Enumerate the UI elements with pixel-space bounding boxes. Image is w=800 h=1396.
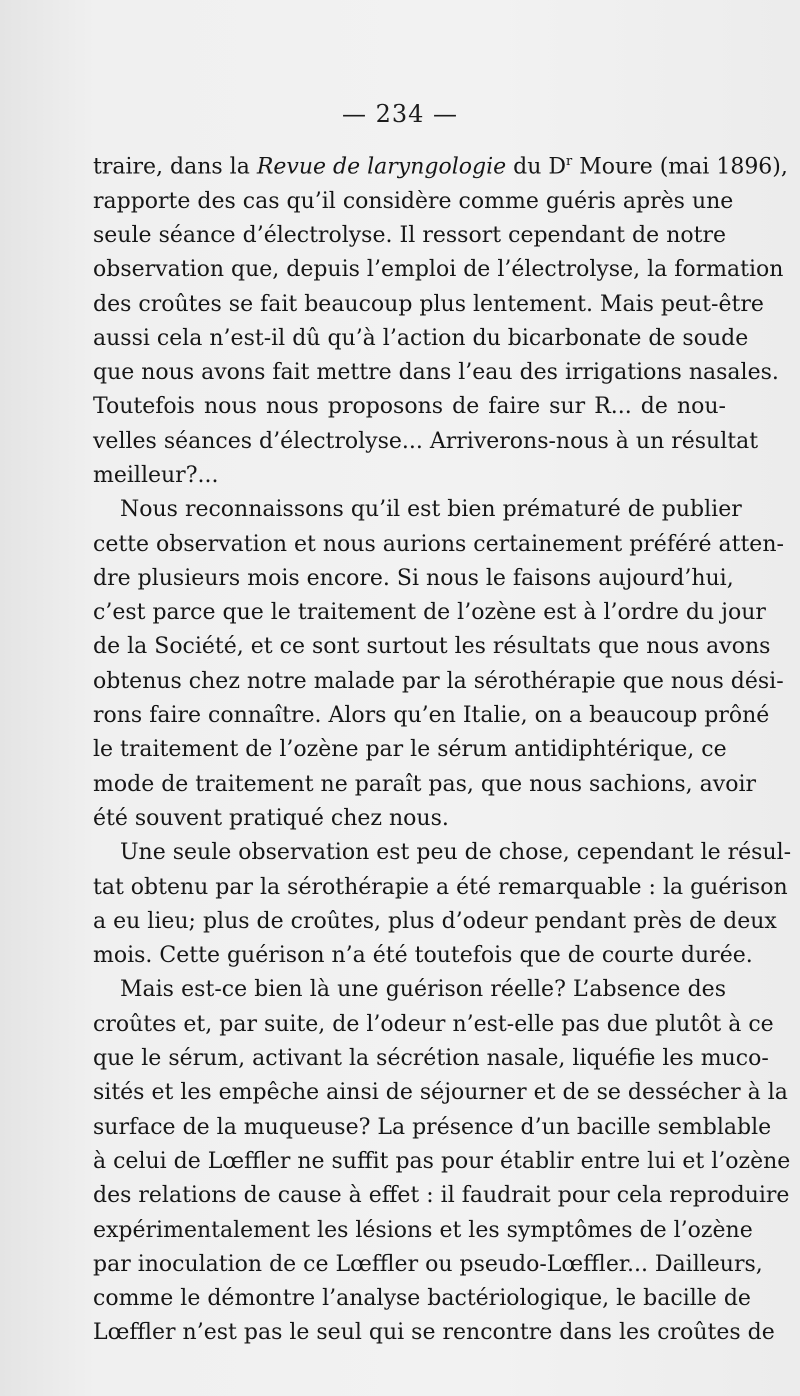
text-run: de la Société, et ce sont surtout les résultats que nous avons bbox=[93, 634, 771, 660]
text-run: tat obtenu par la sérothérapie a été remarquable : la guérison bbox=[93, 874, 788, 900]
body-text bbox=[93, 145, 792, 1351]
text-run: par inoculation de ce Lœffler ou pseudo-Lœffler... Dailleurs, bbox=[93, 1251, 763, 1277]
text-run: que le sérum, activant la sécrétion nasale, liquéfie les muco- bbox=[93, 1046, 769, 1072]
text-line bbox=[93, 425, 759, 459]
text-line bbox=[93, 733, 726, 767]
text-line bbox=[93, 288, 764, 322]
text-run: a eu lieu; plus de croûtes, plus d’odeur pendant près de deux bbox=[93, 908, 777, 934]
superscript: r bbox=[566, 154, 573, 169]
text-line bbox=[93, 253, 784, 287]
text-line bbox=[93, 562, 734, 596]
text-run: observation que, depuis l’emploi de l’électrolyse, la formation bbox=[93, 257, 784, 283]
text-run: Mais est-ce bien là une guérison réelle? L’absence des bbox=[120, 977, 726, 1003]
italic-title: Revue de laryngologie bbox=[256, 154, 507, 180]
text-line bbox=[93, 905, 777, 939]
text-line bbox=[93, 630, 771, 664]
text-line bbox=[93, 459, 726, 493]
text-run: Une seule observation est peu de chose, cependant le résul- bbox=[120, 840, 792, 866]
text-line bbox=[93, 1076, 788, 1110]
text-run: cette observation et nous aurions certainement préféré atten- bbox=[93, 531, 784, 557]
text-run: velles séances d’électrolyse... Arriverons-nous à un résultat bbox=[93, 428, 759, 454]
text-line bbox=[93, 939, 753, 973]
text-run: sités et les empêche ainsi de séjourner et de se dessécher à la bbox=[93, 1080, 788, 1106]
text-line bbox=[93, 1282, 751, 1316]
text-run: été souvent pratiqué chez nous. bbox=[93, 805, 449, 831]
text-line bbox=[93, 1179, 790, 1213]
text-run: rons faire connaître. Alors qu’en Italie, on a beaucoup prôné bbox=[93, 703, 770, 729]
text-line bbox=[93, 145, 788, 185]
paragraph bbox=[93, 836, 792, 973]
text-line bbox=[93, 390, 726, 424]
text-line bbox=[93, 1248, 763, 1282]
text-run: aussi cela n’est-il dû qu’à l’action du bicarbonate de soude bbox=[93, 325, 749, 351]
text-line bbox=[93, 871, 788, 905]
text-line bbox=[93, 1145, 791, 1179]
text-line bbox=[93, 1008, 774, 1042]
text-run: seule séance d’électrolyse. Il ressort cependant de notre bbox=[93, 222, 726, 248]
paragraph bbox=[93, 145, 788, 493]
text-run: c’est parce que le traitement de l’ozène est à l’ordre du jour bbox=[93, 600, 766, 626]
page-number: — 234 — bbox=[341, 100, 459, 128]
text-run: traire, dans la bbox=[93, 154, 257, 180]
text-run: du D bbox=[506, 154, 567, 180]
text-run: Lœffler n’est pas le seul qui se rencontre dans les croûtes de bbox=[93, 1320, 775, 1346]
text-line bbox=[93, 219, 726, 253]
text-run: dre plusieurs mois encore. Si nous le faisons aujourd’hui, bbox=[93, 565, 734, 591]
text-run: Toutefois nous nous proposons de faire sur R... de nou- bbox=[93, 394, 726, 420]
text-run: rapporte des cas qu’il considère comme guéris après une bbox=[93, 188, 734, 214]
text-line bbox=[93, 528, 784, 562]
text-line bbox=[93, 1316, 775, 1350]
text-line bbox=[93, 836, 792, 870]
text-line bbox=[93, 1214, 753, 1248]
text-run: comme le démontre l’analyse bactériologique, le bacille de bbox=[93, 1286, 751, 1312]
text-line bbox=[93, 356, 779, 390]
text-run: mois. Cette guérison n’a été toutefois que de courte durée. bbox=[93, 943, 753, 969]
text-run: meilleur?... bbox=[93, 463, 219, 488]
text-run: croûtes et, par suite, de l’odeur n’est-elle pas due plutôt à ce bbox=[93, 1011, 774, 1037]
text-run: que nous avons fait mettre dans l’eau des irrigations nasales. bbox=[93, 360, 779, 386]
text-line bbox=[93, 493, 742, 527]
text-run: à celui de Lœffler ne suffit pas pour établir entre lui et l’ozène bbox=[93, 1148, 791, 1174]
text-line bbox=[93, 1111, 772, 1145]
text-run: le traitement de l’ozène par le sérum antidiphtérique, ce bbox=[93, 737, 727, 763]
paragraph bbox=[93, 973, 791, 1350]
text-run: des relations de cause à effet : il faudrait pour cela reproduire bbox=[93, 1183, 790, 1209]
text-line bbox=[93, 802, 726, 836]
text-run: Nous reconnaissons qu’il est bien prématuré de publier bbox=[120, 497, 742, 523]
text-run: surface de la muqueuse? La présence d’un bacille semblable bbox=[93, 1114, 772, 1140]
text-line bbox=[93, 185, 734, 219]
text-run: expérimentalement les lésions et les symptômes de l’ozène bbox=[93, 1217, 753, 1243]
text-line bbox=[93, 665, 784, 699]
text-run: des croûtes se fait beaucoup plus lentement. Mais peut-être bbox=[93, 291, 764, 317]
text-line bbox=[93, 1042, 769, 1076]
text-run: Moure (mai 1896), bbox=[572, 154, 788, 180]
paragraph bbox=[93, 493, 784, 836]
text-line bbox=[93, 596, 766, 630]
text-run: mode de traitement ne paraît pas, que nous sachions, avoir bbox=[93, 771, 757, 797]
text-line bbox=[93, 322, 749, 356]
text-line bbox=[93, 699, 770, 733]
text-line bbox=[93, 768, 757, 802]
text-line bbox=[93, 973, 726, 1007]
text-run: obtenus chez notre malade par la sérothérapie que nous dési- bbox=[93, 668, 784, 694]
